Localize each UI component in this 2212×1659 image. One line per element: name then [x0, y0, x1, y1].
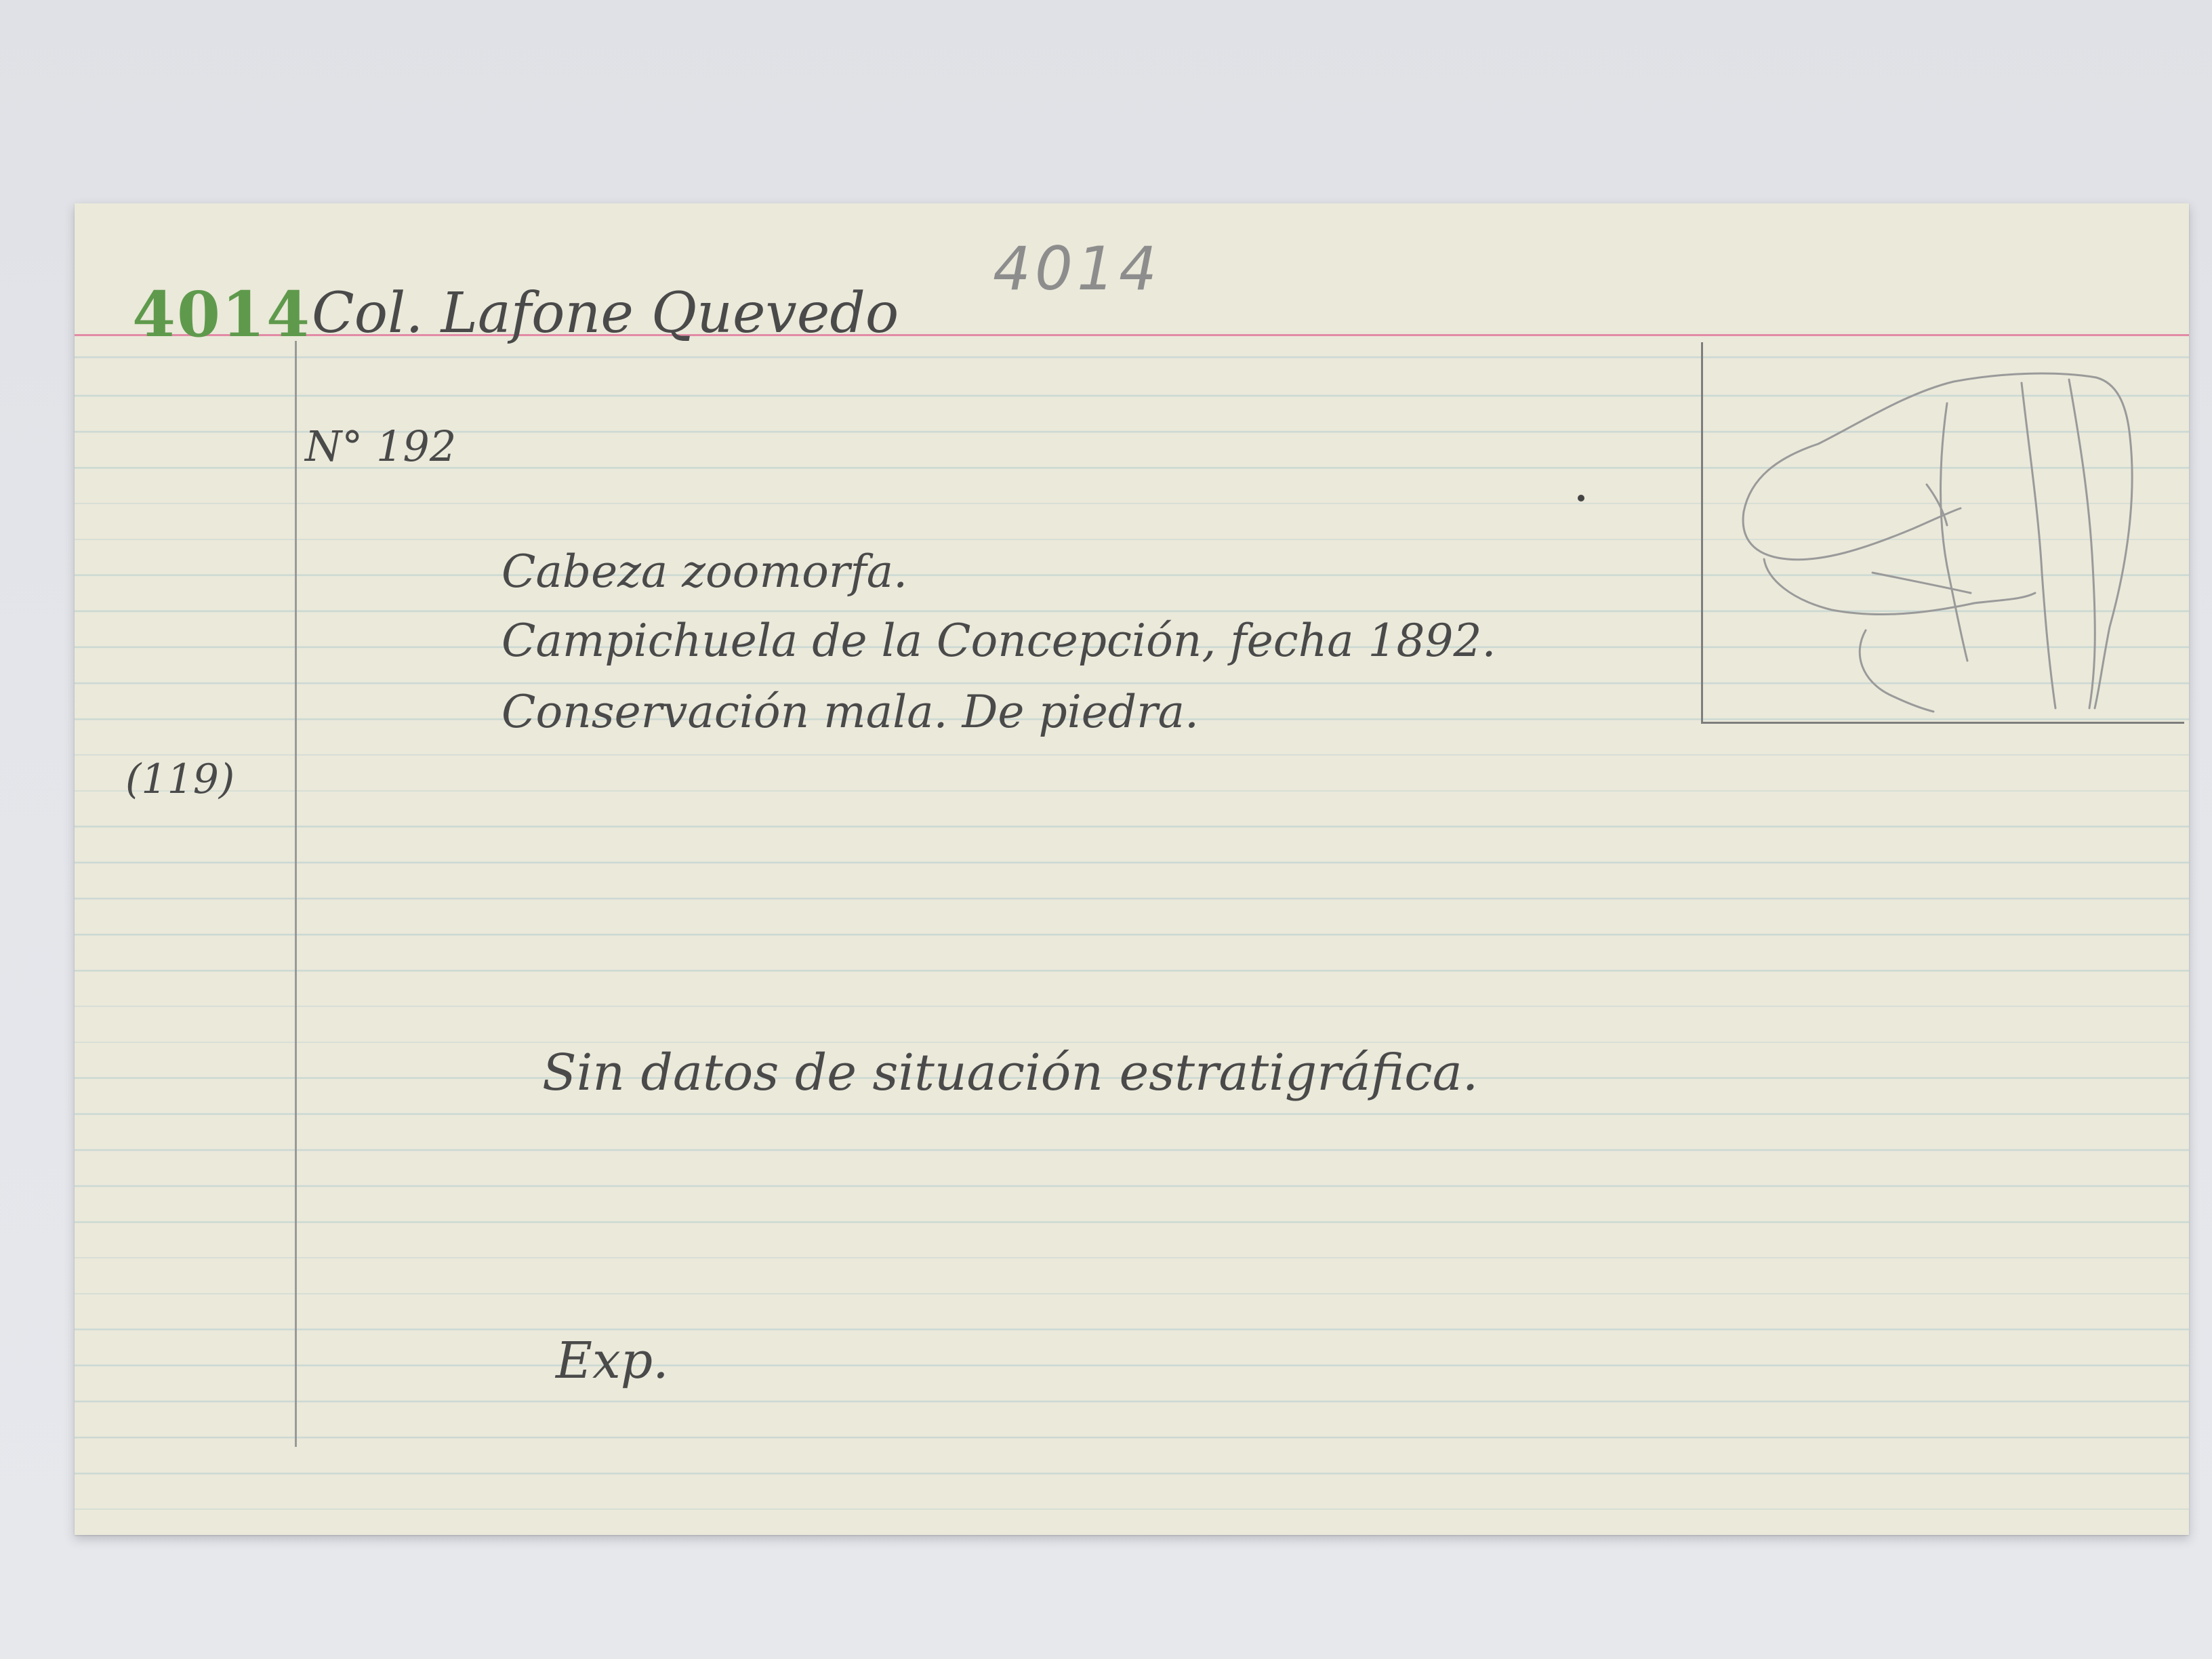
sketch-box [1701, 342, 2184, 724]
catalog-number-stamp: 4014 [132, 278, 312, 351]
reference-number: N° 192 [305, 422, 457, 471]
left-margin-line [295, 341, 297, 1447]
margin-note: (119) [125, 756, 235, 803]
description-line-2: Campichuela de la Concepción, fecha 1892. [501, 615, 1496, 667]
pencil-catalog-number: 4014 [993, 234, 1161, 304]
stratigraphy-note: Sin datos de situación estratigráfica. [542, 1044, 1479, 1102]
exposure-note: Exp. [556, 1332, 669, 1390]
zoomorphic-head-sketch-icon [1703, 342, 2184, 722]
ink-dot [1578, 495, 1584, 501]
catalog-card [75, 203, 2189, 1535]
description-line-1: Cabeza zoomorfa. [501, 546, 908, 598]
description-line-3: Conservación mala. De piedra. [501, 686, 1199, 738]
collection-name: Col. Lafone Quevedo [312, 281, 899, 346]
